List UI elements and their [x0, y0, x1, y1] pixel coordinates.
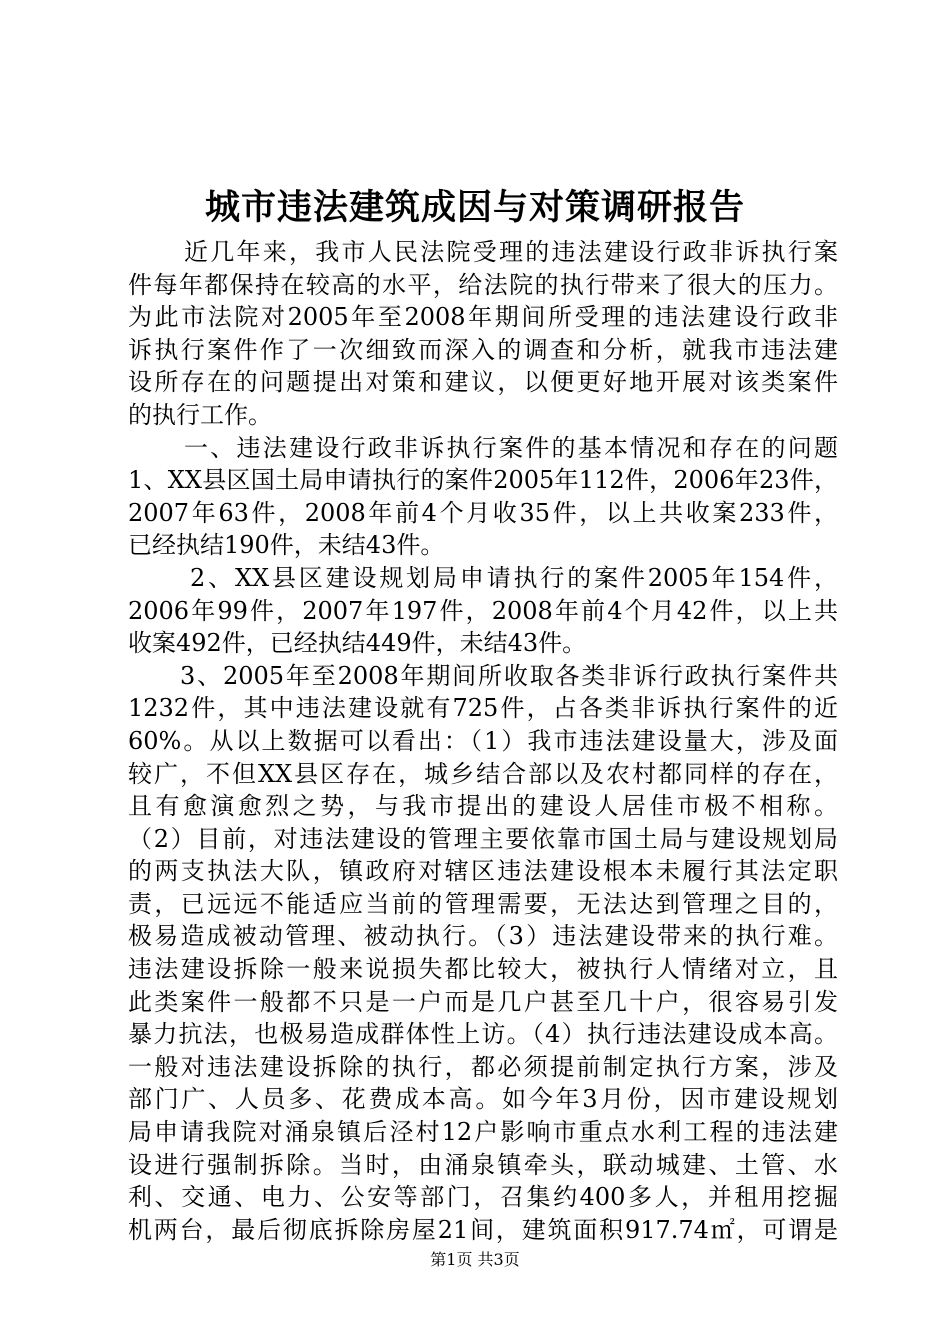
text-line: 近几年来，我市人民法院受理的违法建设行政非诉执行案 — [184, 238, 838, 266]
text-line: 60%。从以上数据可以看出：（1）我市违法建设量大，涉及面 — [128, 726, 838, 755]
text-line: 设所存在的问题提出对策和建议，以便更好地开展对该类案件 — [128, 368, 838, 397]
document-body — [128, 236, 838, 1246]
text-line: 设进行强制拆除。当时，由涌泉镇牵头，联动城建、土管、水 — [128, 1150, 838, 1179]
text-line: 的执行工作。 — [128, 400, 272, 429]
text-line: 件每年都保持在较高的水平，给法院的执行带来了很大的压力。 — [128, 270, 838, 299]
text-line: 诉执行案件作了一次细致而深入的调查和分析，就我市违法建 — [128, 335, 838, 364]
text-line: 极易造成被动管理、被动执行。（3）违法建设带来的执行难。 — [128, 922, 838, 951]
text-line: 一般对违法建设拆除的执行，都必须提前制定执行方案，涉及 — [128, 1052, 838, 1081]
text-line: 较广，不但XX县区存在，城乡结合部以及农村都同样的存在， — [128, 759, 838, 788]
text-line: 2007年63件，2008年前4个月收35件，以上共收案233件， — [128, 498, 838, 527]
text-line: 部门广、人员多、花费成本高。如今年3月份，因市建设规划 — [128, 1085, 838, 1114]
text-line: （2）目前，对违法建设的管理主要依靠市国土局与建设规划局 — [128, 824, 838, 853]
text-line: 收案492件，已经执结449件，未结43件。 — [128, 629, 587, 658]
text-line: 局申请我院对涌泉镇后泾村12户影响市重点水利工程的违法建 — [128, 1118, 838, 1147]
text-line: 责，已远远不能适应当前的管理需要，无法达到管理之目的， — [128, 889, 838, 918]
text-line: 一、违法建设行政非诉执行案件的基本情况和存在的问题 — [184, 433, 838, 462]
text-line: 此类案件一般都不只是一户而是几户甚至几十户，很容易引发 — [128, 987, 838, 1016]
text-line: 暴力抗法，也极易造成群体性上访。（4）执行违法建设成本高。 — [128, 1020, 838, 1049]
text-line: 1、XX县区国土局申请执行的案件2005年112件，2006年23件， — [128, 466, 838, 495]
text-line: 已经执结190件，未结43件。 — [128, 531, 445, 560]
text-line: 的两支执法大队，镇政府对辖区违法建设根本未履行其法定职 — [128, 857, 838, 886]
page-footer: 第1页 共3页 — [430, 1250, 520, 1269]
text-line: 1232件，其中违法建设就有725件，占各类非诉执行案件的近 — [128, 694, 838, 723]
text-line: 为此市法院对2005年至2008年期间所受理的违法建设行政非 — [128, 303, 838, 332]
text-line: 且有愈演愈烈之势，与我市提出的建设人居佳市极不相称。 — [128, 792, 838, 821]
text-line: 机两台，最后彻底拆除房屋21间，建筑面积917.74㎡，可谓是 — [128, 1215, 838, 1244]
text-line: 违法建设拆除一般来说损失都比较大，被执行人情绪对立，且 — [128, 955, 838, 984]
text-line: 利、交通、电力、公安等部门，召集约400多人，并租用挖掘 — [128, 1183, 838, 1212]
text-line: 2、XX县区建设规划局申请执行的案件2005年154件， — [190, 563, 838, 592]
text-line: 2006年99件，2007年197件，2008年前4个月42件，以上共 — [128, 596, 838, 625]
document-title: 城市违法建筑成因与对策调研报告 — [204, 187, 745, 228]
text-line: 3、2005年至2008年期间所收取各类非诉行政执行案件共 — [180, 661, 838, 690]
